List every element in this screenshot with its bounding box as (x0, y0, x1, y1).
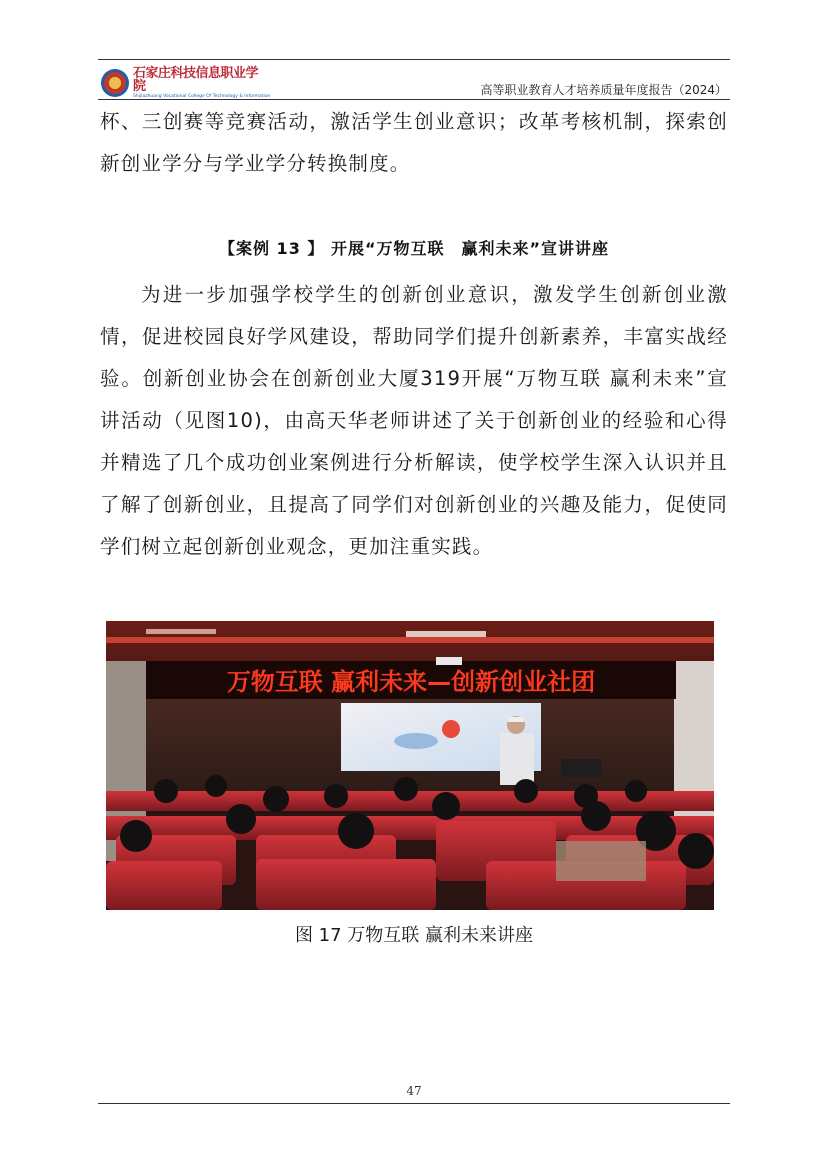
college-seal-icon (101, 69, 129, 97)
case-title: 【案例 13 】 开展“万物互联 赢利未来”宣讲讲座 (218, 239, 609, 258)
logo-college-english-name: Shijiazhuang Vocational College Of Technology & Information (133, 93, 271, 99)
lecture-photo (106, 621, 714, 910)
header-top-rule (98, 59, 730, 60)
logo-college-name: 石家庄科技信息职业学院 (133, 65, 259, 94)
lecture-scene-image (106, 621, 714, 910)
college-logo (101, 65, 271, 99)
figure-caption: 图 17 万物互联 赢利未来讲座 (294, 925, 534, 946)
header-bottom-rule (98, 99, 730, 100)
footer-rule (98, 1103, 730, 1104)
report-title: 高等职业教育人才培养质量年度报告（2024） (480, 83, 727, 97)
page-number: 47 (406, 1084, 422, 1098)
led-banner-text: 万物互联 赢利未来—创新创业社团 (226, 668, 596, 696)
case-paragraph: 为进一步加强学校学生的创新创业意识，激发学生创新创业激情，促进校园良好学风建设，帮助同学们提升创新素养，丰富实战经验。创新创业协会在创新创业大厦319开展“万物互联 赢利未来”宣讲活动（见图10)，由高天华老师讲述了关于创新创业的经验和心得并精选了几个成功创业案例进行分析解读，使学校学生深入认识并且了解了创新创业，且提高了同学们对创新创业的兴趣及能力，促使同学们树立起创新创业观念，更加注重实践。 (100, 283, 728, 558)
continued-paragraph: 杯、三创赛等竞赛活动，激活学生创业意识；改革考核机制，探索创新创业学分与学业学分转换制度。 (100, 110, 728, 175)
